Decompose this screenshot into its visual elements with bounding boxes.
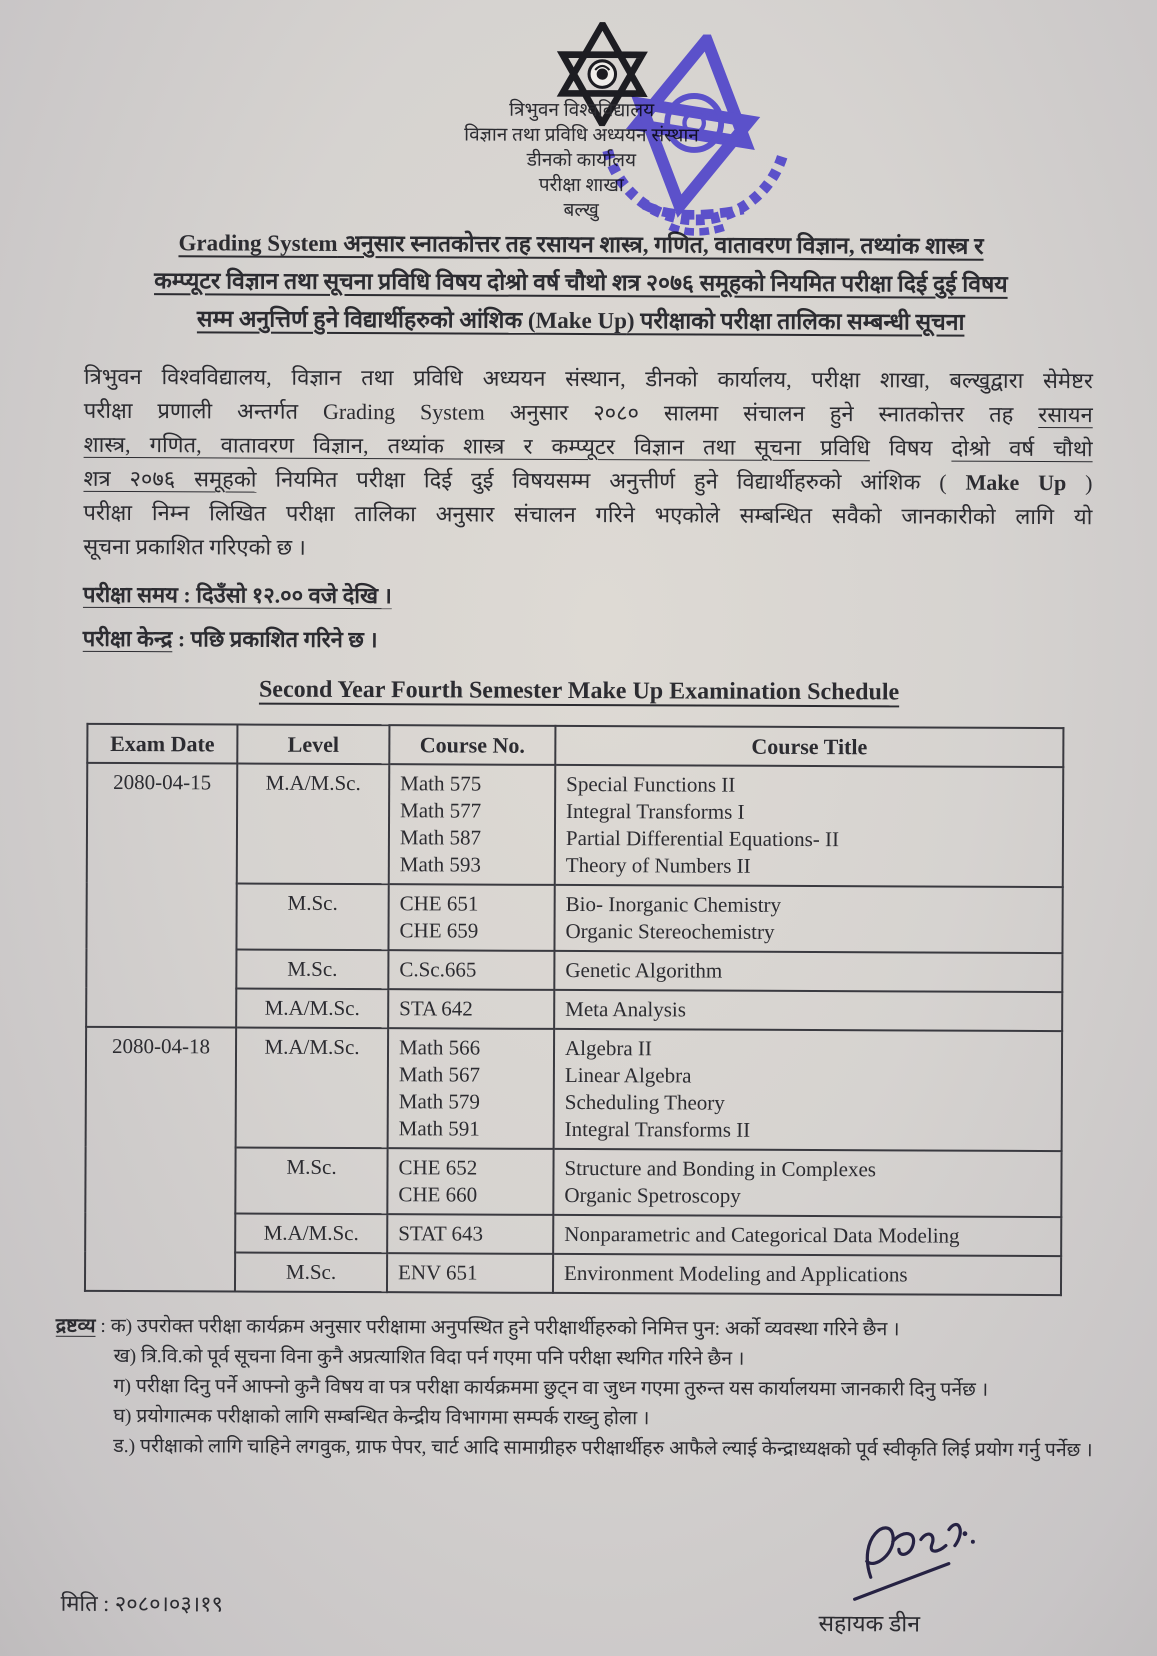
university-name: त्रिभुवन विश्वविद्यालय — [509, 99, 655, 122]
exam-time: परीक्षा समय : दिउँसो १२.०० वजे देखि । — [82, 581, 392, 609]
signatory-designation: सहायक डीन — [818, 1611, 921, 1637]
note-item: घ) प्रयोगात्मक परीक्षाको लागि सम्बन्धित केन्द्रीय विभागमा सम्पर्क राख्नु होला । — [113, 1405, 650, 1430]
masthead — [3, 0, 1157, 222]
table-row: M.A/M.Sc. STA 642 Meta Analysis — [86, 988, 1062, 1031]
table-header-row — [87, 724, 1063, 767]
title-make-up: Make Up — [535, 307, 627, 334]
table-row: M.Sc. CHE 652 CHE 660 Structure and Bonding in Complexes Organic Spetroscopy — [85, 1147, 1061, 1217]
notes-section — [55, 1312, 1111, 1467]
note-item: ग) परीक्षा दिनु पर्ने आफ्नो कुनै विषय वा पत्र परीक्षा कार्यक्रममा छुट्न वा जुध्न गएमा तुरुन्त यस कार्यालयमा जानकारी दिनु पर्नेछ । — [113, 1375, 989, 1401]
issue-date: मिति : २०८०।०३।१९ — [60, 1590, 224, 1617]
para-line-1: त्रिभुवन विश्वविद्यालय, विज्ञान तथा प्रविधि अध्ययन संस्थान, डीनको कार्यालय, परीक्षा शाखा, बल्खुद्वारा सेमेष्टर — [83, 363, 1094, 394]
col-course-title: Course Title — [555, 726, 1063, 767]
table-row: M.Sc. CHE 651 CHE 659 Bio- Inorganic Chemistry Organic Stereochemistry — [86, 883, 1062, 953]
exam-date-cell: 2080-04-18 — [85, 1027, 236, 1292]
note-item: ख) त्रि.वि.को पूर्व सूचना विना कुनै अप्रत्याशित विदा पर्न गएमा पनि परीक्षा स्थगित गरिने छैन । — [113, 1345, 745, 1370]
note-item: ड.) परीक्षाको लागि चाहिने लगवुक, ग्राफ पेपर, चार्ट आदि सामाग्रीहरु परीक्षार्थीहरु आफैले ल्याई केन्द्राध्यक्षको पूर्व स्वीकृति लिई प्रयोग गर्नु पर्नेछ । — [113, 1435, 1093, 1462]
office-name: डीनको कार्यालय — [526, 149, 637, 172]
para-line-6: सूचना प्रकाशित गरिएको छ । — [83, 533, 306, 560]
notice-title: Grading System अनुसार स्नातकोत्तर तह रसायन शास्त्र, गणित, वातावरण विज्ञान, तथ्यांक शास्त्र र कम्प्यूटर विज्ञान तथा सूचना प्रविधि विषय दोश्रो वर्ष चौथो शत्र २०७६ समूहको नियमित परीक्षा दिई दुई विषय सम्म अनुत्तिर्ण हुने विद्यार्थीहरुको आंशिक (Make Up) परीक्षाको परीक्षा तालिका सम्बन्धी सूचना — [154, 230, 1008, 335]
para-line-2: परीक्षा प्रणाली अन्तर्गत Grading System अनुसार २०८० सालमा संचालन हुने स्नातकोत्तर तह रसायन — [83, 397, 1093, 428]
ink-stamp-icon — [578, 34, 809, 245]
signature-icon — [797, 1511, 1037, 1613]
para-line-4: शत्र २०७६ समूहको नियमित परीक्षा दिई दुई विषयसम्म अनुत्तीर्ण हुने विद्यार्थीहरुको आंशिक ( Make Up ) — [83, 465, 1093, 496]
branch-name: परीक्षा शाखा — [538, 174, 624, 197]
exam-center-value: : पछि प्रकाशित गरिने छ । — [172, 626, 378, 653]
institute-name: विज्ञान तथा प्रविधि अध्ययन संस्थान — [464, 124, 699, 147]
exam-info — [83, 580, 1092, 658]
title-line2: कम्प्यूटर विज्ञान तथा सूचना प्रविधि विषय दोश्रो वर्ष चौथो शत्र २०७६ समूहको नियमित परीक्षा दिई दुई विषय — [154, 268, 1008, 297]
signature-block — [796, 1511, 1037, 1639]
col-exam-date: Exam Date — [87, 724, 237, 764]
exam-date-cell: 2080-04-15 — [86, 763, 237, 1028]
col-level: Level — [237, 725, 389, 765]
table-row: M.A/M.Sc. STAT 643 Nonparametric and Categorical Data Modeling — [85, 1213, 1061, 1256]
table-row: M.Sc. ENV 651 Environment Modeling and Applications — [85, 1252, 1061, 1295]
notice-body-paragraph — [83, 360, 1093, 568]
title-grading-system: Grading System — [178, 230, 338, 256]
col-course-no: Course No. — [389, 725, 555, 765]
exam-center-label: परीक्षा केन्द्र — [82, 625, 173, 652]
para-line-5: परीक्षा निम्न लिखित परीक्षा तालिका अनुसार संचालन गरिने भएकोले सम्बन्धित सवैको जानकारीको लागि यो — [83, 499, 1093, 530]
examination-schedule-table — [84, 723, 1064, 1296]
table-row: 2080-04-18 M.A/M.Sc. Math 566 Math 567 Math 579 Math 591 Algebra II Linear Algebra Scheduling Theory Integral Transforms II — [86, 1027, 1063, 1151]
location-name: बल्खु — [563, 199, 599, 222]
footer — [0, 1507, 1154, 1656]
note-item: द्रष्टव्य : क) उपरोक्त परीक्षा कार्यक्रम अनुसार परीक्षामा अनुपस्थित हुने परीक्षार्थीहरुको निमित्त पुन: अर्को व्यवस्था गरिने छैन । — [55, 1315, 900, 1341]
table-row: M.Sc. C.Sc.665 Genetic Algorithm — [86, 949, 1062, 992]
schedule-heading: Second Year Fourth Semester Make Up Examination Schedule — [258, 676, 900, 706]
para-line-3: शास्त्र, गणित, वातावरण विज्ञान, तथ्यांक शास्त्र र कम्प्यूटर विज्ञान तथा सूचना प्रविधि विषय दोश्रो वर्ष चौथो — [83, 431, 1093, 462]
table-row: 2080-04-15 M.A/M.Sc. Math 575 Math 577 Math 587 Math 593 Special Functions II Integral Transforms I Partial Differential Equations- II Theory of Numbers II — [87, 763, 1064, 887]
